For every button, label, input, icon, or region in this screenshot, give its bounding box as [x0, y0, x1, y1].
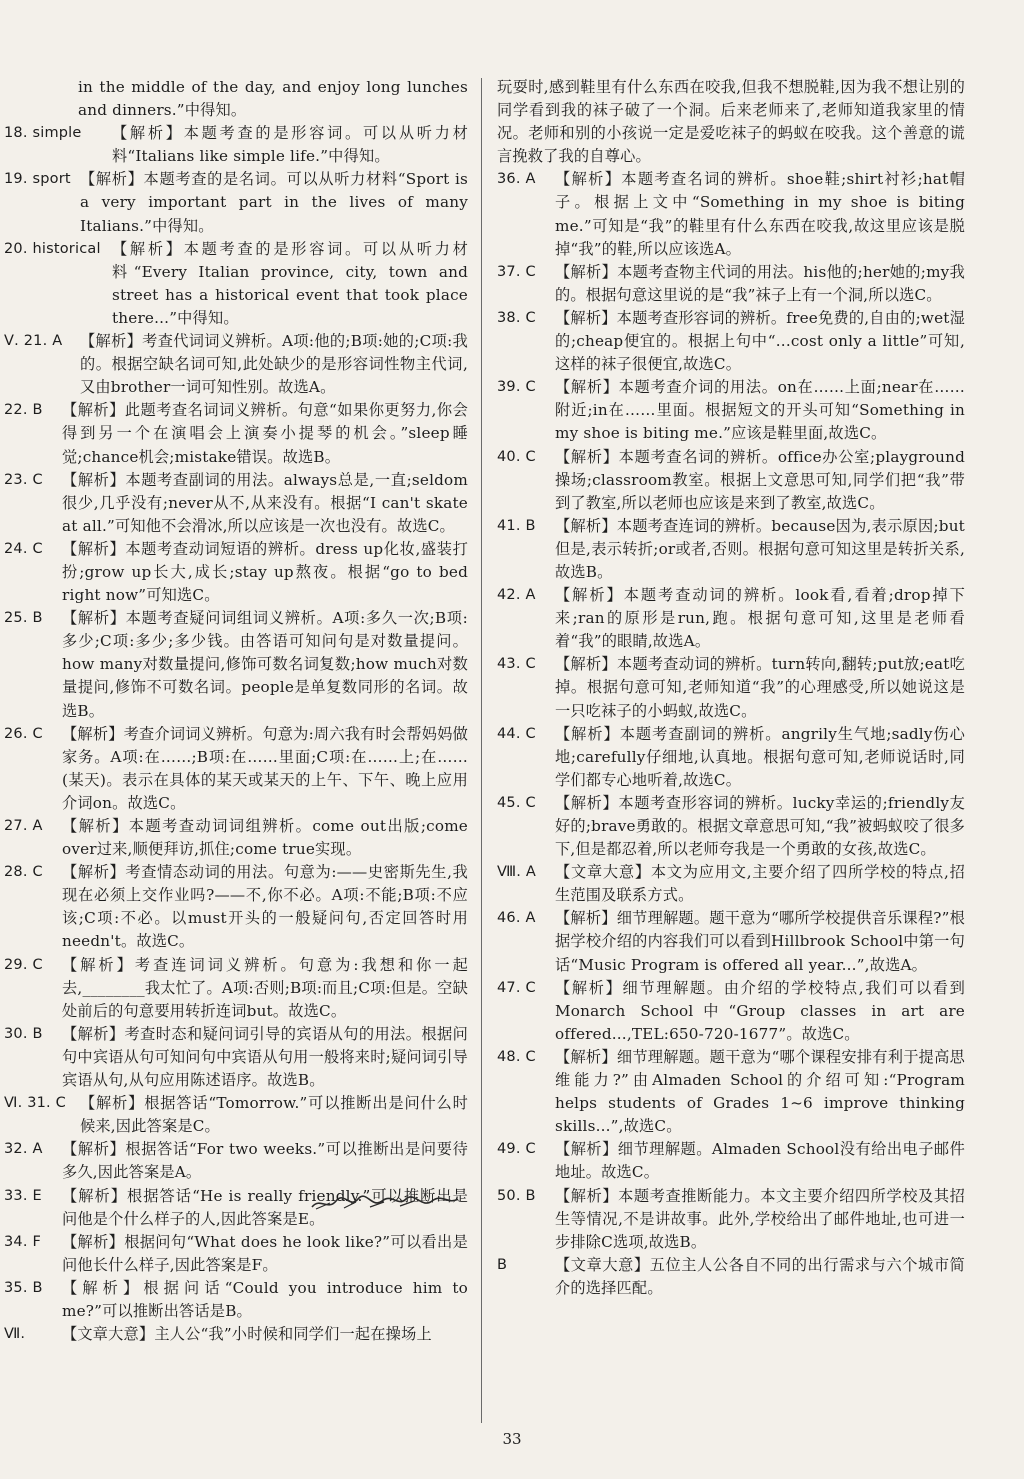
answer-entry — [4, 1231, 468, 1277]
answer-entry — [4, 399, 468, 468]
explanation-text: 【解析】本题考查名词的辨析。shoe鞋;shirt衬衫;hat帽子。根据上文中“Something in my shoe is biting me.”可知是“我”的鞋里有什么东西在咬我,故这里应该是脱掉“我”的鞋,所以应该选A。 — [555, 170, 965, 258]
question-number: 33. E — [4, 1187, 42, 1204]
question-number: 32. A — [4, 1141, 43, 1158]
question-number: 47. C — [497, 979, 536, 996]
question-number: 40. C — [497, 448, 536, 465]
explanation-text: 【解析】考查时态和疑问词引导的宾语从句的用法。根据问句中宾语从句可知问句中宾语从句用一般将来时;疑问词引导宾语从句,从句应用陈述语序。故选B。 — [62, 1024, 468, 1090]
explanation-text: 【解析】本题考查形容词的辨析。lucky幸运的;friendly友好的;brave勇敢的。根据文章意思可知,“我”被蚂蚁咬了很多下,但是都忍着,所以老师夸我是一个勇敢的女孩,故选C。 — [555, 793, 965, 859]
explanation-text: 【文章大意】本文为应用文,主要介绍了四所学校的特点,招生范围及联系方式。 — [555, 863, 965, 905]
explanation-text: 【解析】本题考查的是名词。可以从听力材料“Sport is a very important part in the lives of many Italians.”中得知。 — [80, 170, 468, 235]
answer-entry — [4, 1138, 468, 1184]
explanation-text: 【解析】细节理解题。由介绍的学校特点,我们可以看到Monarch School中“Group classes in art are offered...,TEL:650-720-1677”。故选C。 — [555, 978, 965, 1043]
explanation-text: 【解析】本题考查动词短语的辨析。dress up化妆,盛装打扮;grow up长大,成长;stay up熬夜。根据“go to bed right now”可知选C。 — [62, 539, 468, 605]
answer-entry — [497, 446, 965, 515]
answer-entry — [497, 723, 965, 792]
answer-entry — [497, 977, 965, 1046]
explanation-text: 【解析】本题考查副词的辨析。angrily生气地;sadly伤心地;carefully仔细地,认真地。根据句意可知,老师说话时,同学们都专心地听着,故选C。 — [555, 724, 965, 789]
answer-entry — [497, 584, 965, 653]
explanation-text: 【解析】本题考查的是形容词。可以从听力材料“Italians like simple life.”中得知。 — [112, 124, 468, 166]
question-number: 46. A — [497, 910, 536, 927]
explanation-text: 【解析】本题考查名词的辨析。office办公室;playground操场;classroom教室。根据上文意思可知,同学们把“我”带到了教室,所以老师也应该是来到了教室,故选C。 — [555, 447, 965, 512]
answer-entry — [497, 76, 965, 168]
explanation-text: 【解析】本题考查的是形容词。可以从听力材料“Every Italian province, city, town and street has a historical event that took place there...”中得知。 — [112, 239, 468, 327]
question-number: 26. C — [4, 725, 43, 742]
explanation-text: 【解析】本题考查疑问词组词义辨析。A项:多久一次;B项:多少;C项:多少;多少钱。由答语可知问句是对数量提问。how many对数量提问,修饰可数名词复数;how much对数量提问,修饰不可数名词。people是单复数同形的名词。故选B。 — [62, 609, 468, 720]
explanation-text: 【解析】根据答话“For two weeks.”可以推断出是问要待多久,因此答案是A。 — [62, 1140, 468, 1182]
explanation-text: 【解析】本题考查形容词的辨析。free免费的,自由的;wet湿的;cheap便宜的。根据上句中“...cost only a little”可知,这样的袜子很便宜,故选C。 — [555, 308, 965, 374]
answer-entry — [4, 723, 468, 815]
question-number: 50. B — [497, 1187, 536, 1204]
answer-entry — [497, 515, 965, 584]
question-number: 44. C — [497, 725, 536, 742]
explanation-text: 【解析】细节理解题。题干意为“哪所学校提供音乐课程?”根据学校介绍的内容我们可以看到Hillbrook School中第一句话“Music Program is offered all year...”,故选A。 — [555, 909, 965, 974]
question-number: 41. B — [497, 517, 536, 534]
explanation-text: 【文章大意】五位主人公各自不同的出行需求与六个城市简介的选择匹配。 — [555, 1255, 965, 1297]
question-number: 45. C — [497, 794, 536, 811]
explanation-text: 【解析】考查介词词义辨析。句意为:周六我有时会帮妈妈做家务。A项:在……;B项:在……里面;C项:在……上;在……(某天)。表示在具体的某天或某天的上午、下午、晚上应用介词on。故选C。 — [62, 724, 468, 812]
answer-entry — [4, 1092, 468, 1138]
explanation-text: 【解析】细节理解题。题干意为“哪个课程安排有利于提高思维能力?”由Almaden School的介绍可知:“Program helps students of Grades 1~6 improve thinking skills...”,故选C。 — [555, 1047, 965, 1136]
answer-entry — [497, 376, 965, 445]
question-number: B — [497, 1256, 508, 1273]
question-number: Ⅴ. 21. A — [4, 333, 63, 350]
question-number: Ⅶ. — [4, 1326, 26, 1343]
question-number: Ⅷ. A — [497, 864, 537, 881]
column-divider — [481, 78, 482, 1423]
explanation-text: 【解析】根据答话“Tomorrow.”可以推断出是问什么时候来,因此答案是C。 — [80, 1094, 468, 1136]
answer-entry — [4, 330, 468, 399]
explanation-text: 【解析】此题考查名词词义辨析。句意“如果你更努力,你会得到另一个在演唱会上演奏小提琴的机会。”sleep睡觉;chance机会;mistake错误。故选B。 — [62, 401, 468, 466]
question-number: 42. A — [497, 587, 536, 604]
question-number: 37. C — [497, 263, 536, 280]
answer-entry — [4, 538, 468, 607]
question-number: 35. B — [4, 1279, 43, 1296]
question-number: 49. C — [497, 1141, 536, 1158]
answer-entry — [497, 1254, 965, 1300]
answer-entry — [497, 1185, 965, 1254]
explanation-text: 【解析】根据问句“What does he look like?”可以看出是问他长什么样子,因此答案是F。 — [62, 1232, 468, 1274]
answer-entry — [497, 307, 965, 376]
answer-entry — [4, 1323, 468, 1346]
answer-entry — [497, 792, 965, 861]
explanation-text: 【解析】本题考查动词词组辨析。come out出版;come over过来,顺便拜访,抓住;come true实现。 — [62, 817, 468, 859]
explanation-text: 【解析】本题考查动词的辨析。look看,看着;drop掉下来;ran的原形是run,跑。根据句意可知,这里是老师看着“我”的眼睛,故选A。 — [555, 586, 965, 651]
question-number: Ⅵ. 31. C — [4, 1095, 66, 1112]
answer-entry — [4, 168, 468, 237]
explanation-text: in the middle of the day, and enjoy long lunches and dinners.”中得知。 — [78, 78, 468, 120]
question-number: 36. A — [497, 171, 536, 188]
explanation-text: 【解析】根据问话“Could you introduce him to me?”可以推断出答话是B。 — [62, 1278, 468, 1320]
answer-entry — [497, 1046, 965, 1138]
question-number: 25. B — [4, 610, 43, 627]
question-number: 22. B — [4, 402, 43, 419]
question-number: 34. F — [4, 1233, 42, 1250]
question-number: 19. sport — [4, 171, 71, 188]
answer-entry — [4, 954, 468, 1023]
answer-entry — [497, 861, 965, 907]
answer-entry — [4, 861, 468, 953]
question-number: 20. historical — [4, 240, 101, 257]
left-column — [4, 76, 468, 1346]
pen-scribble-mark — [310, 1193, 460, 1213]
explanation-text: 【解析】本题考查介词的用法。on在……上面;near在……附近;in在……里面。根据短文的开头可知“Something in my shoe is biting me.”应该是鞋里面,故选C。 — [555, 378, 965, 443]
explanation-text: 【解析】本题考查动词的辨析。turn转向,翻转;put放;eat吃掉。根据句意可知,老师知道“我”的心理感受,所以她说这是一只吃袜子的小蚂蚁,故选C。 — [555, 655, 965, 720]
question-number: 23. C — [4, 471, 43, 488]
explanation-text: 玩耍时,感到鞋里有什么东西在咬我,但我不想脱鞋,因为我不想让别的同学看到我的袜子破了一个洞。后来老师来了,老师知道我家里的情况。老师和别的小孩说一定是爱吃袜子的蚂蚁在咬我。这个善意的谎言挽救了我的自尊心。 — [497, 78, 965, 166]
answer-entry — [4, 1277, 468, 1323]
answer-entry — [4, 607, 468, 722]
answer-entry — [4, 238, 468, 330]
answer-entry — [497, 907, 965, 976]
explanation-text: 【解析】根据答话“He is really friendly.”可以推断出是问他是个什么样子的人,因此答案是E。 — [62, 1186, 468, 1228]
question-number: 30. B — [4, 1025, 43, 1042]
right-column — [497, 76, 965, 1300]
question-number: 29. C — [4, 956, 43, 973]
answer-entry — [497, 653, 965, 722]
explanation-text: 【解析】本题考查推断能力。本文主要介绍四所学校及其招生等情况,不是讲故事。此外,学校给出了邮件地址,也可进一步排除C选项,故选B。 — [555, 1186, 965, 1251]
answer-entry — [4, 815, 468, 861]
answer-entry — [4, 469, 468, 538]
answer-entry — [497, 168, 965, 260]
explanation-text: 【解析】细节理解题。Almaden School没有给出电子邮件地址。故选C。 — [555, 1140, 965, 1182]
question-number: 27. A — [4, 818, 43, 834]
question-number: 39. C — [497, 379, 536, 396]
explanation-text: 【解析】本题考查连词的辨析。because因为,表示原因;but但是,表示转折;or或者,否则。根据句意可知这里是转折关系,故选B。 — [555, 516, 965, 581]
question-number: 48. C — [497, 1048, 536, 1065]
question-number: 18. simple — [4, 125, 82, 142]
answer-entry — [497, 1138, 965, 1184]
answer-entry — [4, 122, 468, 168]
explanation-text: 【解析】考查情态动词的用法。句意为:——史密斯先生,我现在必须上交作业吗?——不,你不必。A项:不能;B项:不应该;C项:不必。以must开头的一般疑问句,否定回答时用needn't。故选C。 — [62, 863, 468, 951]
answer-entry — [4, 1023, 468, 1092]
answer-entry — [497, 261, 965, 307]
explanation-text: 【解析】本题考查物主代词的用法。his他的;her她的;my我的。根据句意这里说的是“我”袜子上有一个洞,所以选C。 — [555, 262, 965, 304]
page-number: 33 — [502, 1430, 522, 1448]
question-number: 28. C — [4, 864, 43, 881]
explanation-text: 【解析】本题考查副词的用法。always总是,一直;seldom很少,几乎没有;never从不,从来没有。根据“I can't skate at all.”可知他不会滑冰,所以应该是一次也没有。故选C。 — [62, 470, 468, 535]
question-number: 38. C — [497, 309, 536, 326]
answer-entry — [4, 76, 468, 122]
explanation-text: 【文章大意】主人公“我”小时候和同学们一起在操场上 — [62, 1325, 432, 1344]
explanation-text: 【解析】考查连词词义辨析。句意为:我想和你一起去,________我太忙了。A项:否则;B项:而且;C项:但是。空缺处前后的句意要用转折连词but。故选C。 — [62, 955, 468, 1020]
question-number: 43. C — [497, 656, 536, 673]
question-number: 24. C — [4, 540, 43, 557]
explanation-text: 【解析】考查代词词义辨析。A项:他的;B项:她的;C项:我的。根据空缺名词可知,此处缺少的是形容词性物主代词,又由brother一词可知性别。故选A。 — [80, 332, 468, 397]
